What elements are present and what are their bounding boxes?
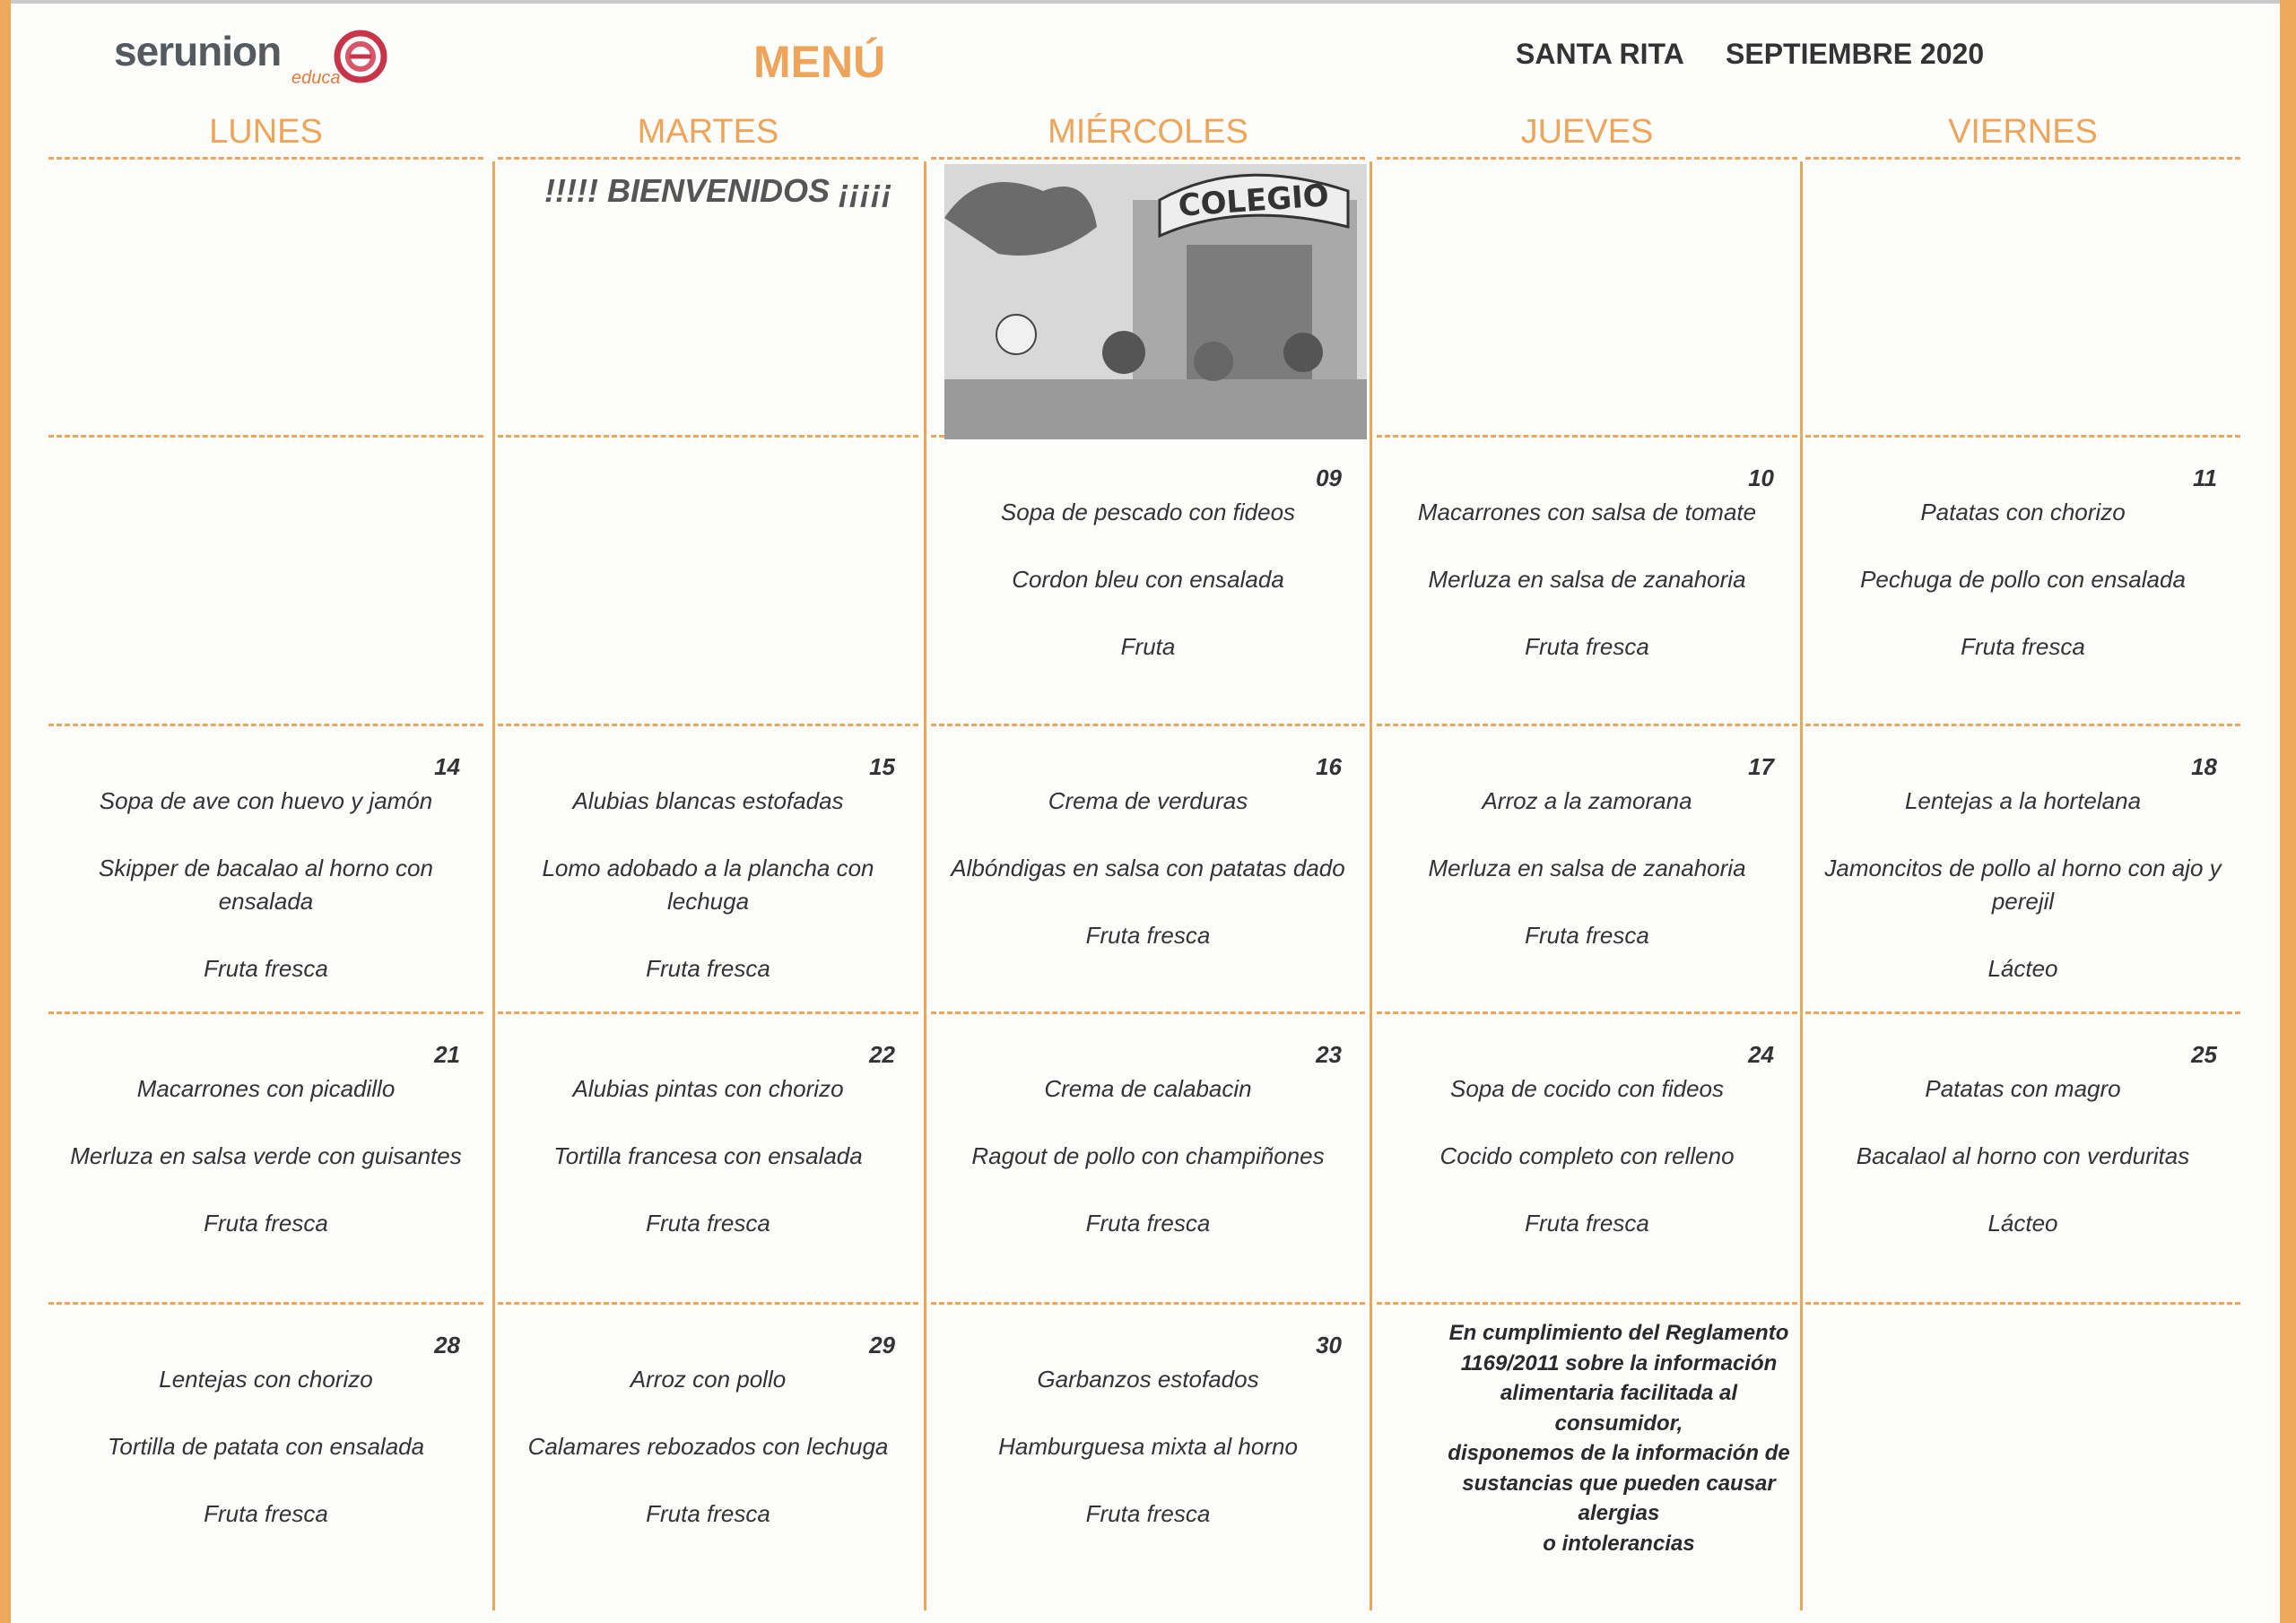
dish-item: Fruta fresca	[1525, 1210, 1649, 1237]
day-number: 30	[1316, 1332, 1342, 1358]
dish-list	[57, 1072, 474, 1274]
dish-item: Lomo adobado a la plancha con lechuga	[542, 855, 874, 915]
dish-item: Patatas con magro	[1925, 1075, 2121, 1102]
row-divider	[1377, 157, 1797, 160]
day-number: 23	[1316, 1041, 1342, 1068]
dish-item: Alubias blancas estofadas	[572, 787, 844, 814]
dish-item: Tortilla francesa con ensalada	[553, 1142, 863, 1169]
row-divider	[498, 435, 918, 438]
day-number: 18	[2191, 753, 2217, 780]
dish-item: Hamburguesa mixta al horno	[998, 1433, 1298, 1460]
day-header-viernes: VIERNES	[1948, 113, 2098, 151]
menu-day-cell	[931, 435, 1365, 724]
row-divider	[48, 435, 483, 438]
menu-day-cell	[498, 724, 918, 1011]
menu-day-cell	[1805, 435, 2240, 724]
dish-item: Crema de calabacin	[1044, 1075, 1252, 1102]
day-number: 11	[2193, 464, 2217, 491]
dish-item: Fruta fresca	[204, 955, 328, 982]
allergen-notice-line: alimentaria facilitada al	[1500, 1381, 1738, 1405]
dish-list	[1386, 785, 1788, 986]
dish-item: Patatas con chorizo	[1920, 499, 2126, 525]
menu-day-cell	[48, 724, 483, 1011]
menu-day-cell	[931, 724, 1365, 1011]
day-number: 10	[1748, 464, 1774, 491]
dish-item: Jamoncitos de pollo al horno con ajo y perejil	[1824, 855, 2222, 915]
dish-list	[57, 1363, 474, 1565]
dish-item: Merluza en salsa de zanahoria	[1428, 566, 1746, 593]
school-name: SANTA RITA	[1516, 38, 1684, 70]
dish-item: Sopa de ave con huevo y jamón	[99, 787, 433, 814]
row-divider	[498, 157, 918, 160]
dish-item: Fruta	[1120, 633, 1176, 660]
dish-item: Macarrones con picadillo	[136, 1075, 396, 1102]
day-header-jueves: JUEVES	[1520, 113, 1654, 151]
day-number: 16	[1316, 753, 1342, 780]
menu-day-cell	[1805, 1011, 2240, 1302]
day-number: 14	[434, 753, 460, 780]
day-number: 24	[1748, 1041, 1774, 1068]
menu-day-cell	[498, 1302, 918, 1610]
allergen-notice-line: En cumplimiento del Reglamento	[1448, 1321, 1789, 1345]
dish-item: Fruta fresca	[646, 1500, 770, 1527]
dish-list	[1814, 496, 2231, 698]
row-divider	[1377, 1302, 1797, 1305]
dish-list	[1386, 496, 1788, 698]
column-divider	[1370, 161, 1372, 1610]
dish-item: Skipper de bacalao al horno con ensalada	[99, 855, 433, 915]
dish-item: Tortilla de patata con ensalada	[107, 1433, 425, 1460]
column-divider	[492, 161, 495, 1610]
dish-list	[507, 1363, 909, 1565]
day-number: 25	[2191, 1041, 2217, 1068]
welcome-banner: !!!!! BIENVENIDOS ¡¡¡¡¡	[544, 172, 892, 209]
row-divider	[931, 157, 1365, 160]
allergen-notice-line: consumidor,	[1554, 1410, 1683, 1436]
dish-item: Cordon bleu con ensalada	[1012, 566, 1284, 593]
left-border	[0, 0, 11, 1623]
dish-item: Lentejas con chorizo	[159, 1366, 373, 1393]
day-number: 21	[434, 1041, 460, 1068]
dish-list	[940, 785, 1356, 986]
allergen-notice-line: disponemos de la información de	[1448, 1441, 1790, 1465]
day-number: 17	[1748, 753, 1774, 780]
day-number: 28	[434, 1332, 460, 1358]
dish-item: Ragout de pollo con champiñones	[971, 1142, 1325, 1169]
row-divider	[48, 157, 483, 160]
day-number: 15	[869, 753, 895, 780]
logo-swirl-icon	[334, 29, 387, 84]
dish-list	[1386, 1072, 1788, 1274]
menu-day-cell	[498, 1011, 918, 1302]
allergen-notice-line: o intolerancias	[1543, 1531, 1695, 1556]
dish-list	[940, 1363, 1356, 1565]
dish-list	[1814, 1072, 2231, 1274]
dish-item: Pechuga de pollo con ensalada	[1860, 566, 2186, 593]
dish-item: Merluza en salsa de zanahoria	[1428, 855, 1746, 881]
dish-item: Fruta fresca	[1085, 1210, 1211, 1237]
dish-item: Macarrones con salsa de tomate	[1417, 499, 1757, 525]
allergen-notice-line: sustancias que pueden causar	[1462, 1471, 1776, 1496]
dish-item: Lácteo	[1987, 955, 2058, 982]
dish-item: Sopa de pescado con fideos	[1000, 499, 1296, 525]
column-divider	[924, 161, 926, 1610]
day-number: 22	[869, 1041, 895, 1068]
dish-item: Fruta fresca	[1525, 922, 1649, 949]
allergen-notice-line: alergias	[1578, 1501, 1660, 1525]
allergen-notice	[1426, 1318, 1812, 1558]
dish-item: Calamares rebozados con lechuga	[527, 1433, 889, 1460]
dish-item: Arroz con pollo	[630, 1366, 787, 1393]
allergen-notice-line: 1169/2011 sobre la información	[1460, 1350, 1778, 1376]
page-title: MENÚ	[753, 37, 886, 87]
scan-top-edge	[0, 0, 2296, 4]
dish-item: Lácteo	[1987, 1210, 2058, 1237]
menu-day-cell	[48, 1302, 483, 1610]
row-divider	[1805, 157, 2240, 160]
row-divider	[1805, 1302, 2240, 1305]
day-header-martes: MARTES	[637, 113, 779, 151]
logo-subtitle: educa	[291, 68, 341, 88]
day-number: 29	[869, 1332, 895, 1358]
dish-item: Bacalaol al horno con verduritas	[1856, 1142, 2190, 1169]
dish-item: Fruta fresca	[204, 1500, 328, 1527]
dish-item: Fruta fresca	[204, 1210, 328, 1237]
menu-day-cell	[1377, 435, 1797, 724]
dish-item: Merluza en salsa verde con guisantes	[70, 1142, 462, 1169]
menu-day-cell	[1377, 724, 1797, 1011]
dish-list	[940, 496, 1356, 698]
menu-day-cell	[1805, 724, 2240, 1011]
day-number: 09	[1316, 464, 1342, 491]
logo-wordmark: serunion	[114, 28, 282, 74]
serunion-logo	[114, 27, 401, 90]
school-sign-text: COLEGIO	[1177, 178, 1331, 224]
dish-item: Fruta fresca	[1085, 922, 1211, 949]
menu-day-cell	[931, 1011, 1365, 1302]
dish-list	[1814, 785, 2231, 1020]
dish-item: Fruta fresca	[646, 955, 770, 982]
dish-list	[940, 1072, 1356, 1274]
dish-item: Alubias pintas con chorizo	[572, 1075, 844, 1102]
menu-day-cell	[1377, 1011, 1797, 1302]
dish-item: Garbanzos estofados	[1037, 1366, 1259, 1393]
dish-item: Lentejas a la hortelana	[1904, 787, 2142, 814]
dish-item: Fruta fresca	[646, 1210, 770, 1237]
menu-month: SEPTIEMBRE 2020	[1726, 38, 1985, 70]
day-header-lunes: LUNES	[209, 113, 323, 151]
dish-list	[507, 785, 909, 1020]
dish-item: Albóndigas en salsa con patatas dado	[951, 855, 1345, 881]
dish-item: Fruta fresca	[1085, 1500, 1211, 1527]
school-illustration	[944, 164, 1367, 439]
dish-item: Sopa de cocido con fideos	[1450, 1075, 1724, 1102]
dish-list	[507, 1072, 909, 1274]
dish-item: Arroz a la zamorana	[1482, 787, 1692, 814]
day-header-miércoles: MIÉRCOLES	[1048, 113, 1248, 151]
right-border	[2280, 0, 2296, 1623]
dish-item: Fruta fresca	[1961, 633, 2085, 660]
menu-day-cell	[48, 1011, 483, 1302]
dish-item: Crema de verduras	[1048, 787, 1248, 814]
dish-item: Fruta fresca	[1525, 633, 1649, 660]
menu-day-cell	[931, 1302, 1365, 1610]
dish-item: Cocido completo con relleno	[1439, 1142, 1735, 1169]
dish-list	[57, 785, 474, 1020]
